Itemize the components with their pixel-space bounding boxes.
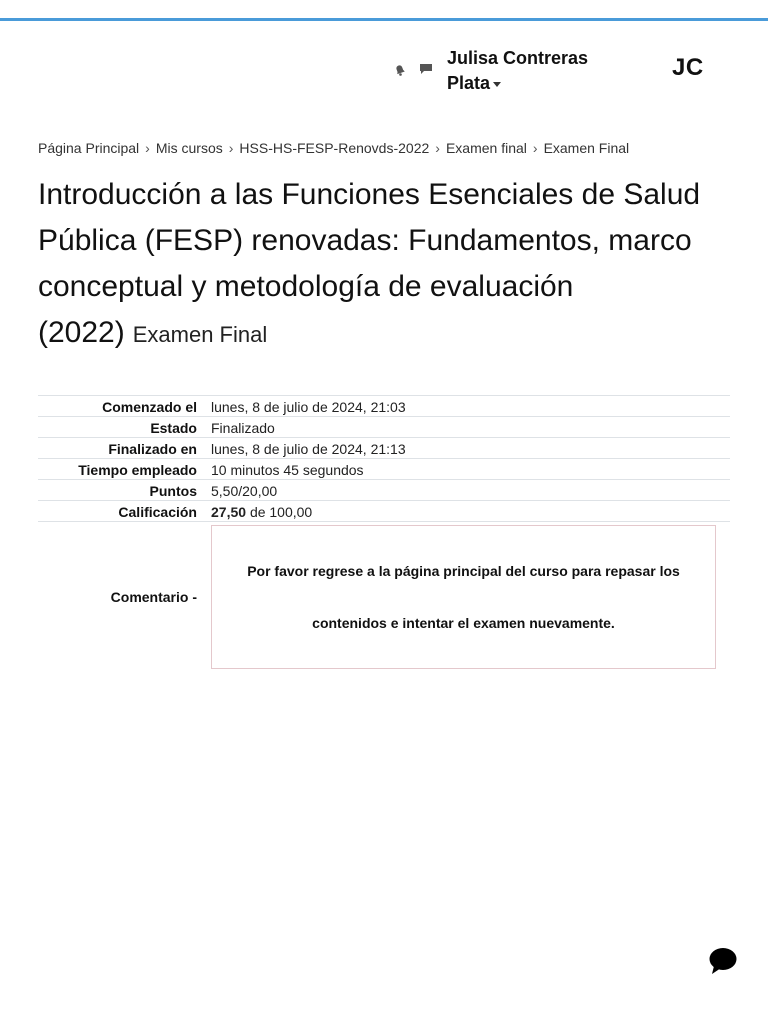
row-value: lunes, 8 de julio de 2024, 21:03 — [211, 398, 406, 415]
comment-label: Comentario - — [110, 589, 197, 605]
table-row — [38, 417, 730, 438]
breadcrumb — [38, 140, 629, 156]
quiz-subtitle: Examen Final — [132, 322, 268, 347]
row-label: Estado — [150, 419, 197, 436]
chevron-right-icon: › — [435, 140, 440, 156]
user-name-line1: Julisa Contreras — [447, 48, 589, 68]
row-label: Finalizado en — [108, 440, 197, 457]
user-menu[interactable] — [447, 46, 588, 96]
top-accent-bar — [0, 18, 768, 21]
breadcrumb-item-my-courses[interactable]: Mis cursos — [155, 140, 223, 156]
page-title — [38, 172, 738, 358]
row-value: 5,50/20,00 — [211, 482, 278, 499]
comment-row — [38, 524, 730, 670]
breadcrumb-item-quiz[interactable]: Examen Final — [543, 140, 630, 156]
feedback-line: contenidos e intentar el examen nuevamente. — [312, 615, 615, 631]
row-value: Finalizado — [211, 419, 275, 436]
chevron-down-icon — [493, 82, 501, 87]
chevron-right-icon: › — [145, 140, 150, 156]
table-row — [38, 480, 730, 501]
bell-icon[interactable] — [393, 63, 407, 77]
table-row — [38, 501, 730, 522]
course-title: Introducción a las Funciones Esenciales de Salud Pública (FESP) renovadas: Fundamentos, marco conceptual y metodología de evaluación (2022) — [38, 178, 701, 349]
user-name-line2: Plata — [447, 73, 491, 93]
feedback-box — [211, 525, 716, 669]
attempt-summary-table — [38, 395, 730, 522]
breadcrumb-item-course[interactable]: HSS-HS-FESP-Renovds-2022 — [239, 140, 430, 156]
chevron-right-icon: › — [532, 140, 538, 156]
row-label: Tiempo empleado — [78, 461, 197, 478]
row-label: Puntos — [149, 482, 197, 499]
avatar[interactable]: JC — [672, 54, 704, 81]
table-row — [38, 459, 730, 480]
row-label: Comenzado el — [102, 398, 197, 415]
table-row — [38, 396, 730, 417]
feedback-line: Por favor regrese a la página principal del curso para repasar los — [247, 563, 680, 579]
breadcrumb-item-home[interactable]: Página Principal — [38, 140, 140, 156]
grade-suffix: de 100,00 — [249, 503, 313, 520]
table-row — [38, 438, 730, 459]
chevron-right-icon: › — [228, 140, 234, 156]
row-value: lunes, 8 de julio de 2024, 21:13 — [211, 440, 406, 457]
user-navbar — [0, 44, 768, 96]
grade-value — [204, 501, 730, 522]
breadcrumb-item-section[interactable]: Examen final — [445, 140, 527, 156]
message-icon[interactable] — [419, 62, 433, 76]
grade-label: Calificación — [118, 503, 197, 520]
grade-score: 27,50 — [211, 503, 247, 520]
chat-bubble-icon[interactable] — [706, 944, 740, 978]
row-value: 10 minutos 45 segundos — [211, 461, 364, 478]
